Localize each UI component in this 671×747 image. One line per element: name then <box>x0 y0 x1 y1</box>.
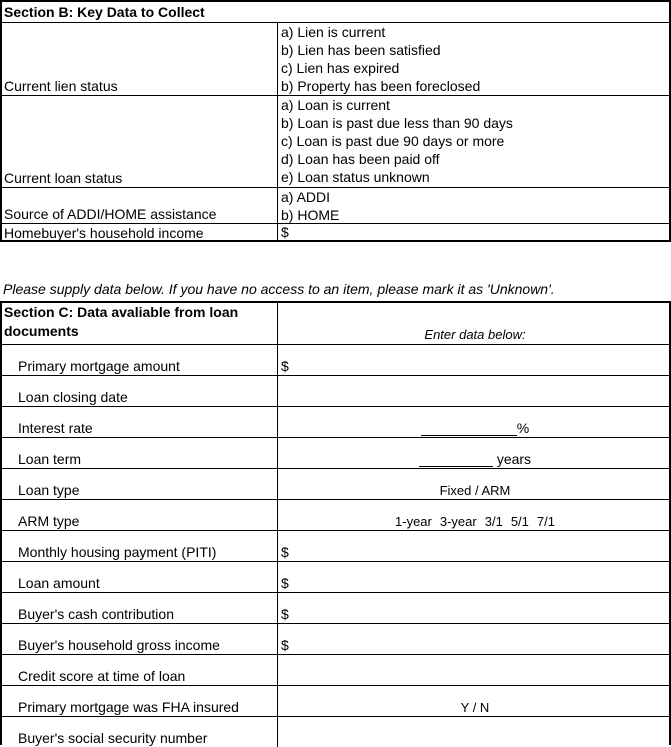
data-row-loan-amount <box>2 561 669 592</box>
row-label: ARM type <box>18 513 80 529</box>
loan-term-field[interactable] <box>278 438 669 468</box>
loan-status-label: Current loan status <box>4 170 123 186</box>
row-label: Primary mortgage amount <box>18 358 180 374</box>
loan-type-choice[interactable]: Fixed / ARM <box>439 483 511 498</box>
lien-option[interactable]: a) Lien is current <box>281 24 386 40</box>
data-row-cash-contribution <box>2 592 669 623</box>
section-c-title: Section C: Data avaliable from loan <box>4 304 239 320</box>
row-label: Buyer's social security number <box>18 730 208 746</box>
section-b-table <box>0 0 671 242</box>
row-label: Loan amount <box>18 575 100 591</box>
lien-option[interactable]: b) Property has been foreclosed <box>281 78 481 94</box>
data-row-arm-type <box>2 499 669 530</box>
row-label: Buyer's cash contribution <box>18 606 174 622</box>
data-row-loan-term <box>2 437 669 468</box>
section-c-table <box>0 301 671 745</box>
monthly-payment-field[interactable]: $ <box>281 544 289 560</box>
interest-rate-field[interactable] <box>278 407 669 437</box>
section-b-header <box>2 2 669 22</box>
assistance-source-label: Source of ADDI/HOME assistance <box>4 206 217 222</box>
row-label: Loan term <box>18 451 82 467</box>
loan-term-blank[interactable] <box>419 453 493 467</box>
row-label: Interest rate <box>18 420 93 436</box>
data-row-closing-date <box>2 375 669 406</box>
row-label: Credit score at time of loan <box>18 668 186 684</box>
section-c-header <box>2 303 669 344</box>
household-income-row <box>2 223 669 241</box>
section-c-title-cont: documents <box>4 323 79 339</box>
arm-option[interactable]: 3-year <box>439 514 477 529</box>
row-label: Monthly housing payment (PITI) <box>18 544 217 560</box>
data-row-fha-insured <box>2 685 669 716</box>
data-row-monthly-payment <box>2 530 669 561</box>
assistance-option[interactable]: a) ADDI <box>281 189 331 205</box>
arm-option[interactable]: 5/1 <box>510 514 529 529</box>
loan-amount-field[interactable]: $ <box>281 575 289 591</box>
data-row-credit-score <box>2 654 669 685</box>
section-b-title: Section B: Key Data to Collect <box>4 4 205 20</box>
cash-contribution-field[interactable]: $ <box>281 606 289 622</box>
lien-status-row <box>2 22 669 95</box>
data-row-primary-mortgage <box>2 344 669 375</box>
fha-choice[interactable]: Y / N <box>460 700 490 715</box>
household-income-label: Homebuyer's household income <box>4 224 204 241</box>
loan-status-option[interactable]: e) Loan status unknown <box>281 169 430 185</box>
arm-option[interactable]: 1-year <box>395 514 432 529</box>
row-label: Primary mortgage was FHA insured <box>18 699 239 715</box>
loan-status-row <box>2 95 669 187</box>
interest-rate-blank[interactable] <box>421 422 517 436</box>
credit-score-field[interactable] <box>278 655 669 685</box>
lien-status-label: Current lien status <box>4 78 118 94</box>
lien-option[interactable]: b) Lien has been satisfied <box>281 42 441 58</box>
arm-option[interactable]: 3/1 <box>484 514 503 529</box>
data-row-loan-type <box>2 468 669 499</box>
lien-option[interactable]: c) Lien has expired <box>281 60 400 76</box>
primary-mortgage-field[interactable]: $ <box>281 358 289 374</box>
data-row-ssn <box>2 716 669 747</box>
years-suffix: years <box>492 451 532 467</box>
loan-status-option[interactable]: a) Loan is current <box>281 97 390 113</box>
arm-option[interactable]: 7/1 <box>536 514 555 529</box>
data-row-gross-income <box>2 623 669 654</box>
loan-status-option[interactable]: d) Loan has been paid off <box>281 151 440 167</box>
row-label: Buyer's household gross income <box>18 637 220 653</box>
closing-date-field[interactable] <box>278 376 669 406</box>
assistance-option[interactable]: b) HOME <box>281 207 340 223</box>
row-label: Loan closing date <box>18 389 128 405</box>
enter-data-label: Enter data below: <box>424 327 526 342</box>
assistance-source-row <box>2 187 669 223</box>
loan-status-option[interactable]: c) Loan is past due 90 days or more <box>281 133 505 149</box>
instructions-text: Please supply data below. If you have no access to an item, please mark it as 'Unknown'. <box>3 281 555 297</box>
gross-income-field[interactable]: $ <box>281 637 289 653</box>
household-income-field[interactable]: $ <box>281 224 289 240</box>
ssn-field[interactable] <box>278 717 669 747</box>
loan-status-option[interactable]: b) Loan is past due less than 90 days <box>281 115 513 131</box>
data-row-interest-rate <box>2 406 669 437</box>
percent-sign: % <box>516 420 530 436</box>
row-label: Loan type <box>18 482 80 498</box>
